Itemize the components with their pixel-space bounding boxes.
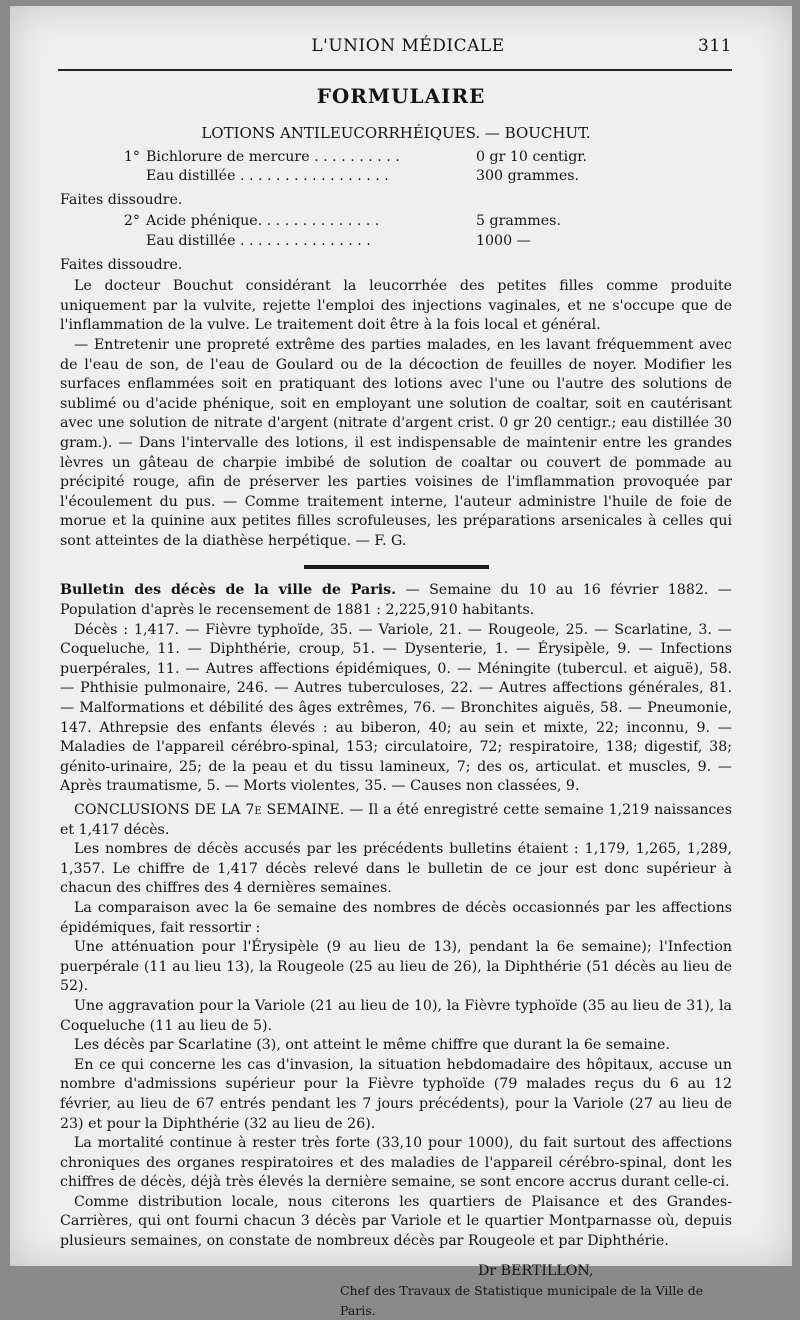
bulletin-paragraph: Comme distribution locale, nous citerons les quartiers de Plaisance et des Grandes-Carrières, qui ont fourni chacun 3 décès par Variole et le quartier Montparnasse où, depuis plusieurs semaines, on constate de nombreux décès par Rougeole et par Diphthérie. (60, 1193, 732, 1250)
section-separator (304, 565, 489, 569)
page-header (58, 36, 732, 56)
formula-title: LOTIONS ANTILEUCORRHÉIQUES. — BOUCHUT. (201, 124, 591, 142)
rx-ingredient: Eau distillée . . . . . . . . . . . . . . . (146, 232, 371, 249)
bulletin-paragraph: La comparaison avec la 6e semaine des nombres de décès occasionnés par les affections épidémiques, fait ressortir : (60, 899, 732, 936)
rx-dose: 1000 — (476, 232, 531, 249)
bulletin-paragraph: Les décès par Scarlatine (3), ont atteint le même chiffre que durant la 6e semaine. (74, 1037, 670, 1054)
section-title: FORMULAIRE (316, 84, 486, 108)
rx-line (60, 167, 732, 187)
page-number: 311 (698, 36, 732, 56)
rx-ingredient: Eau distillée . . . . . . . . . . . . . . . . . (146, 168, 389, 185)
bulletin-intro (60, 581, 732, 620)
rx-dose: 5 grammes. (476, 213, 561, 230)
bulletin-intro-text: — Semaine du 10 au 16 février 1882. — Population d'après le recensement de 1881 : 2,225,910 habitants. (60, 582, 732, 619)
journal-page (10, 6, 792, 1318)
deaths-paragraph: Décès : 1,417. — Fièvre typhoïde, 35. — Variole, 21. — Rougeole, 25. — Scarlatine, 3. — Coqueluche, 11. — Diphthérie, croup, 51. — Dysenterie, 1. — Érysipèle, 9. — Infections puerpérales, 11. — Autres affections épidémiques, 0. — Méningite (tubercul. et aiguë), 58. — Phthisie pulmonaire, 246. — Autres tuberculoses, 22. — Autres affections générales, 81. — Malformations et débilité des âges extrêmes, 76. — Bronchites aiguës, 58. — Pneumonie, 147. Athrepsie des enfants élevés : au biberon, 40; au sein et mixte, 22; inconnu, 9. — Maladies de l'appareil cérébro-spinal, 153; circulatoire, 72; respiratoire, 138; digestif, 38; génito-urinaire, 25; de la peau et du tissu lamineux, 7; des os, articulat. et muscles, 9. — Après traumatisme, 5. — Morts violentes, 35. — Causes non classées, 9. (60, 621, 732, 795)
rx-ingredient: Bichlorure de mercure . . . . . . . . . . (146, 148, 400, 165)
rx-line (60, 212, 732, 232)
bulletin-paragraph: Une atténuation pour l'Érysipèle (9 au lieu de 13), pendant la 6e semaine); l'Infection puerpérale (11 au lieu 13), la Rougeole (25 au lieu de 26), la Diphthérie (51 décès au lieu de 52). (60, 939, 732, 995)
conclusions-label: CONCLUSIONS DE LA 7e SEMAINE. (74, 802, 345, 818)
rx-dose: 300 grammes. (476, 168, 580, 185)
conclusions-text: — Il a été enregistré cette semaine 1,219 naissances et 1,417 décès. (60, 802, 732, 838)
rx-line (60, 148, 732, 168)
rx-number: 1° (123, 148, 140, 165)
conclusions-paragraph (60, 801, 732, 840)
header-rule (58, 69, 732, 71)
instruction: Faites dissoudre. (60, 256, 183, 273)
formula-paragraph: — Entretenir une propreté extrême des parties malades, en les lavant fréquemment avec de l'eau de son, de l'eau de Goulard ou de la décoction de feuilles de noyer. Modifier les surfaces enflammées soit en pratiquant des lotions avec l'une ou l'autre des solutions de sublimé ou d'acide phénique, soit en employant une solution de coaltar, soit en cautérisant avec une solution de nitrate d'argent (nitrate d'argent crist. 0 gr 20 centigr.; eau distillée 30 gram.). — Dans l'intervalle des lotions, il est indispensable de maintenir entre les grandes lèvres un gâteau de charpie imbibé de solution de coaltar ou couvert de pommade au précipité rouge, afin de préserver les parties voisines de l'imflammation provoquée par l'écoulement du pus. — Comme traitement interne, l'auteur administre l'huile de foie de morue et la quinine aux petites filles scrofuleuses, les préparations arsenicales à celles qui sont atteintes de la diathèse herpétique. — F. G. (60, 336, 732, 549)
bulletin-paragraph: La mortalité continue à rester très forte (33,10 pour 1000), du fait surtout des affections chroniques des organes respiratoires et des maladies de l'appareil cérébro-spinal, dont les chiffres de décès, déjà très élevés la dernière semaine, se sont encore accrus durant celle-ci. (60, 1135, 732, 1191)
rx-number: 2° (123, 213, 140, 230)
signature-title: Chef des Travaux de Statistique municipale de la Ville de Paris. (340, 1283, 704, 1318)
bulletin-paragraph: Une aggravation pour la Variole (21 au lieu de 10), la Fièvre typhoïde (35 au lieu de 31), la Coqueluche (11 au lieu de 5). (60, 997, 732, 1034)
rx-line (60, 232, 732, 252)
signature: Dr BERTILLON, (478, 1262, 594, 1279)
rx-ingredient: Acide phénique. . . . . . . . . . . . . . (146, 213, 380, 230)
page-content (60, 124, 732, 1320)
bulletin-paragraph: Les nombres de décès accusés par les précédents bulletins étaient : 1,179, 1,265, 1,289, 1,357. Le chiffre de 1,417 décès relevé dans le bulletin de ce jour est donc supérieur à chacun des chiffres des 4 dernières semaines. (60, 841, 732, 897)
running-title: L'UNION MÉDICALE (311, 36, 505, 56)
bulletin-heading: Bulletin des décès de la ville de Paris. (60, 582, 397, 599)
formula-paragraph: Le docteur Bouchut considérant la leucorrhée des petites filles comme produite uniquement par la vulvite, rejette l'emploi des injections vaginales, et ne s'occupe que de l'inflammation de la vulve. Le traitement doit être à la fois local et général. (60, 278, 732, 334)
bulletin-paragraph: En ce qui concerne les cas d'invasion, la situation hebdomadaire des hôpitaux, accuse un nombre d'admissions supérieur pour la Fièvre typhoïde (79 malades reçus du 6 au 12 février, au lieu de 67 entrés pendant les 7 jours précédents), pour la Variole (27 au lieu de 23) et pour la Diphthérie (32 au lieu de 26). (60, 1056, 732, 1132)
rx-dose: 0 gr 10 centigr. (476, 148, 588, 165)
instruction: Faites dissoudre. (60, 191, 183, 208)
